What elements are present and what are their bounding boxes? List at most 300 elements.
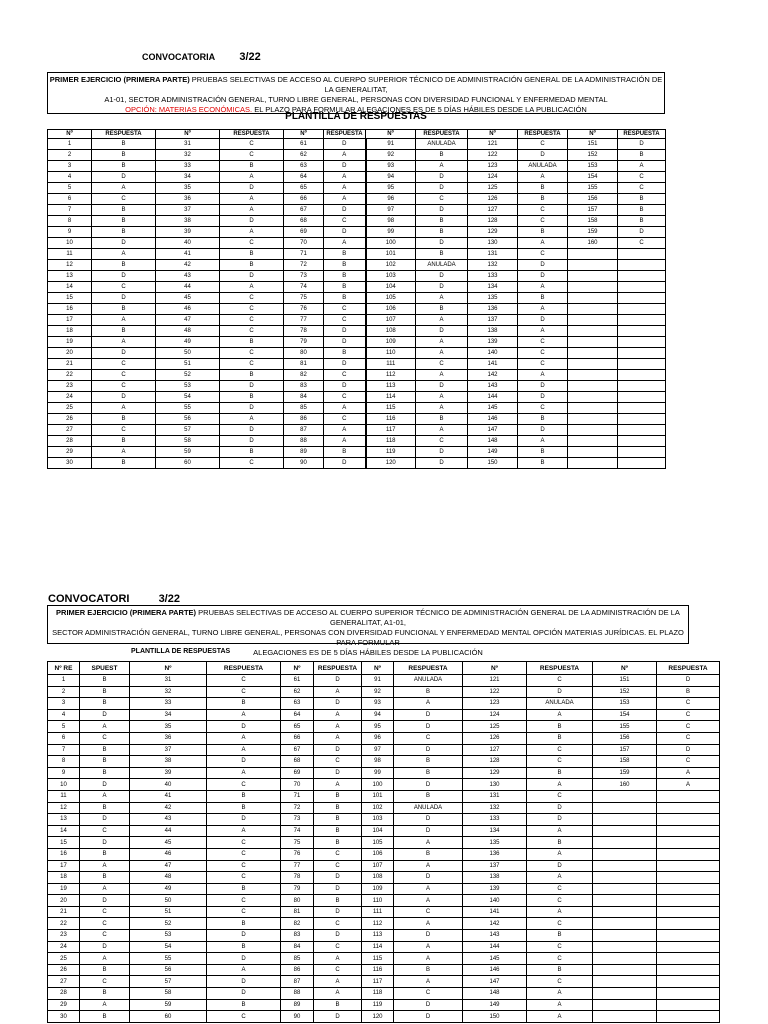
answer-cell (657, 953, 720, 965)
question-number-cell: 103 (366, 271, 416, 282)
question-number-cell: 101 (366, 249, 416, 260)
question-number-cell: 150 (463, 1011, 527, 1023)
answer-cell: A (518, 238, 568, 249)
question-number-cell: 146 (468, 414, 518, 425)
question-number-cell: 89 (284, 447, 324, 458)
answer-cell: C (657, 721, 720, 733)
answer-cell: D (80, 709, 130, 721)
column-header: RESPUESTA (314, 662, 362, 675)
answer-cell: B (394, 686, 463, 698)
question-number-cell: 100 (362, 779, 394, 791)
answer-cell: ANULADA (394, 675, 463, 687)
answer-cell: C (657, 732, 720, 744)
answer-cell: D (220, 425, 284, 436)
convocatoria-number: 3/22 (158, 593, 180, 605)
answer-cell: D (416, 183, 468, 194)
answer-cell: B (92, 304, 156, 315)
question-number-cell (593, 825, 657, 837)
question-number-cell: 57 (156, 425, 220, 436)
answer-cell: B (80, 988, 130, 1000)
question-number-cell: 32 (130, 686, 207, 698)
answer-cell: D (324, 359, 366, 370)
question-number-cell: 158 (593, 756, 657, 768)
question-number-cell: 17 (48, 860, 80, 872)
answer-cell: D (80, 779, 130, 791)
question-number-cell: 12 (48, 802, 80, 814)
question-number-cell: 134 (463, 825, 527, 837)
question-number-cell: 49 (130, 883, 207, 895)
column-header: Nº (48, 130, 92, 139)
question-number-cell: 129 (463, 767, 527, 779)
table-row (48, 238, 666, 249)
exam-header-1 (47, 72, 665, 114)
question-number-cell: 152 (593, 686, 657, 698)
question-number-cell: 133 (463, 814, 527, 826)
answer-cell: A (518, 282, 568, 293)
answer-cell: C (618, 183, 666, 194)
question-number-cell (568, 370, 618, 381)
answer-cell: B (207, 698, 281, 710)
table-row (48, 895, 720, 907)
answer-cell: B (416, 304, 468, 315)
question-number-cell: 131 (463, 790, 527, 802)
answer-cell: C (324, 414, 366, 425)
question-number-cell: 14 (48, 282, 92, 293)
question-number-cell (568, 271, 618, 282)
question-number-cell: 152 (568, 150, 618, 161)
answer-cell: C (527, 953, 593, 965)
answer-cell: C (527, 790, 593, 802)
answer-cell: D (80, 941, 130, 953)
question-number-cell: 65 (281, 721, 314, 733)
answer-cell: A (527, 825, 593, 837)
answer-cell: B (518, 293, 568, 304)
question-number-cell: 17 (48, 315, 92, 326)
question-number-cell: 72 (284, 260, 324, 271)
answer-cell (618, 304, 666, 315)
question-number-cell: 74 (281, 825, 314, 837)
answer-cell: B (518, 183, 568, 194)
question-number-cell (593, 790, 657, 802)
question-number-cell: 92 (366, 150, 416, 161)
answer-cell: C (92, 425, 156, 436)
answer-cell: B (80, 848, 130, 860)
question-number-cell: 123 (468, 161, 518, 172)
answer-cell: A (527, 779, 593, 791)
question-number-cell: 95 (362, 721, 394, 733)
answer-cell: C (80, 732, 130, 744)
answer-cell: A (416, 337, 468, 348)
question-number-cell (568, 337, 618, 348)
question-number-cell (568, 304, 618, 315)
answer-cell: D (416, 326, 468, 337)
question-number-cell: 77 (281, 860, 314, 872)
answer-cell: B (416, 216, 468, 227)
answer-cell: D (394, 779, 463, 791)
answer-cell: A (80, 999, 130, 1011)
question-number-cell: 22 (48, 370, 92, 381)
question-number-cell (593, 988, 657, 1000)
answer-cell: B (518, 414, 568, 425)
answer-cell: A (394, 976, 463, 988)
answer-cell (618, 403, 666, 414)
answer-cell: D (314, 767, 362, 779)
answer-cell: D (324, 337, 366, 348)
table-row (48, 941, 720, 953)
answer-cell: C (527, 941, 593, 953)
table-row (48, 436, 666, 447)
question-number-cell: 70 (281, 779, 314, 791)
answer-cell: A (207, 825, 281, 837)
question-number-cell: 51 (156, 359, 220, 370)
header-line-2: A1-01, SECTOR ADMINISTRACIÓN GENERAL, TURNO LIBRE GENERAL, PERSONAS CON DIVERSIDAD FUNCIONAL Y ENFERMEDAD MENTAL (104, 95, 608, 104)
answer-cell: ANULADA (518, 161, 568, 172)
answer-cell: D (207, 953, 281, 965)
answer-cell: D (92, 238, 156, 249)
answer-cell: B (518, 458, 568, 469)
answer-cell: A (314, 709, 362, 721)
question-number-cell (568, 414, 618, 425)
table-row (48, 458, 666, 469)
answer-cell: C (80, 976, 130, 988)
column-header: RESPUESTA (618, 130, 666, 139)
question-number-cell (568, 282, 618, 293)
question-number-cell: 113 (366, 381, 416, 392)
answer-cell: D (527, 686, 593, 698)
question-number-cell: 123 (463, 698, 527, 710)
question-number-cell: 155 (593, 721, 657, 733)
question-number-cell: 9 (48, 767, 80, 779)
question-number-cell: 49 (156, 337, 220, 348)
question-number-cell: 154 (568, 172, 618, 183)
question-number-cell: 47 (130, 860, 207, 872)
answer-cell: A (80, 721, 130, 733)
answer-cell: D (618, 227, 666, 238)
answer-cell: B (92, 227, 156, 238)
table-row (48, 282, 666, 293)
answer-cell (657, 976, 720, 988)
answer-cell: B (207, 802, 281, 814)
answer-cell: D (394, 825, 463, 837)
question-number-cell: 75 (281, 837, 314, 849)
answer-cell: D (518, 315, 568, 326)
answer-cell: D (92, 271, 156, 282)
question-number-cell (568, 315, 618, 326)
answer-cell: B (618, 150, 666, 161)
answer-cell: A (394, 698, 463, 710)
question-number-cell: 43 (156, 271, 220, 282)
answer-cell: A (92, 249, 156, 260)
question-number-cell: 67 (281, 744, 314, 756)
convocatoria-title-1 (142, 51, 261, 63)
convocatoria-number: 3/22 (239, 51, 261, 63)
question-number-cell: 111 (362, 906, 394, 918)
question-number-cell: 143 (463, 930, 527, 942)
question-number-cell: 67 (284, 205, 324, 216)
answer-cell: A (324, 425, 366, 436)
answer-cell: B (324, 447, 366, 458)
table-row (48, 337, 666, 348)
question-number-cell: 102 (366, 260, 416, 271)
question-number-cell: 109 (362, 883, 394, 895)
answer-cell: C (416, 436, 468, 447)
table-row (48, 1011, 720, 1023)
answer-cell: C (92, 194, 156, 205)
answer-cell: C (618, 238, 666, 249)
question-number-cell: 19 (48, 337, 92, 348)
question-number-cell: 93 (366, 161, 416, 172)
answer-cell: C (324, 216, 366, 227)
question-number-cell: 88 (281, 988, 314, 1000)
question-number-cell: 105 (362, 837, 394, 849)
question-number-cell: 18 (48, 872, 80, 884)
answer-cell: C (207, 779, 281, 791)
question-number-cell (568, 381, 618, 392)
answer-cell: ANULADA (394, 802, 463, 814)
answer-cell: A (324, 183, 366, 194)
plantilla-title-2: PLANTILLA DE RESPUESTAS (131, 648, 231, 655)
answers-table-2 (47, 661, 720, 1023)
answer-cell: B (314, 837, 362, 849)
answer-cell: C (220, 458, 284, 469)
table-row (48, 359, 666, 370)
answer-cell: C (527, 895, 593, 907)
question-number-cell: 10 (48, 238, 92, 249)
header-line-3: EL PLAZO PARA FORMULAR ALEGACIONES ES DE 5 DÍAS HÁBILES DESDE LA PUBLICACIÓN (252, 105, 587, 114)
answer-cell: C (220, 315, 284, 326)
answer-cell: D (80, 837, 130, 849)
question-number-cell: 77 (284, 315, 324, 326)
answer-cell: B (92, 260, 156, 271)
question-number-cell: 33 (130, 698, 207, 710)
question-number-cell: 156 (593, 732, 657, 744)
table-row (48, 756, 720, 768)
question-number-cell: 119 (362, 999, 394, 1011)
answer-cell: C (314, 964, 362, 976)
question-number-cell: 56 (130, 964, 207, 976)
answer-cell: D (416, 271, 468, 282)
answer-cell: B (518, 447, 568, 458)
answer-cell: B (394, 790, 463, 802)
question-number-cell: 124 (468, 172, 518, 183)
answer-cell: B (80, 744, 130, 756)
question-number-cell (593, 802, 657, 814)
answer-cell: C (92, 359, 156, 370)
answer-cell: A (416, 161, 468, 172)
table-row (48, 814, 720, 826)
answer-cell (657, 790, 720, 802)
answer-cell: A (314, 779, 362, 791)
answer-cell: A (527, 999, 593, 1011)
table-row (48, 988, 720, 1000)
table-row (48, 216, 666, 227)
answer-cell: B (92, 436, 156, 447)
answer-cell (657, 895, 720, 907)
answer-cell: C (518, 359, 568, 370)
convocatoria-label: CONVOCATORIA (142, 52, 215, 62)
table-row (48, 139, 666, 150)
question-number-cell: 81 (281, 906, 314, 918)
question-number-cell: 71 (284, 249, 324, 260)
answer-cell: D (314, 675, 362, 687)
question-number-cell: 38 (130, 756, 207, 768)
answer-cell: D (394, 709, 463, 721)
answer-cell: A (220, 414, 284, 425)
table-row (48, 848, 720, 860)
answer-cell: A (324, 238, 366, 249)
answer-cell: D (207, 814, 281, 826)
question-number-cell: 106 (362, 848, 394, 860)
answer-cell: D (518, 271, 568, 282)
answer-cell: A (416, 392, 468, 403)
question-number-cell: 151 (568, 139, 618, 150)
table-row (48, 675, 720, 687)
answer-cell (657, 883, 720, 895)
answer-cell: D (92, 348, 156, 359)
answer-cell: D (394, 1011, 463, 1023)
question-number-cell: 133 (468, 271, 518, 282)
answer-cell: B (314, 802, 362, 814)
question-number-cell: 104 (362, 825, 394, 837)
question-number-cell: 143 (468, 381, 518, 392)
answer-cell: A (518, 304, 568, 315)
answer-cell: A (314, 686, 362, 698)
question-number-cell: 21 (48, 359, 92, 370)
question-number-cell: 7 (48, 205, 92, 216)
answer-cell: B (527, 930, 593, 942)
question-number-cell (568, 293, 618, 304)
question-number-cell: 138 (468, 326, 518, 337)
question-number-cell (593, 906, 657, 918)
answer-cell (657, 964, 720, 976)
question-number-cell: 34 (130, 709, 207, 721)
question-number-cell: 141 (468, 359, 518, 370)
question-number-cell (593, 999, 657, 1011)
answer-cell: A (518, 172, 568, 183)
question-number-cell: 86 (281, 964, 314, 976)
question-number-cell: 60 (156, 458, 220, 469)
answer-cell: A (394, 918, 463, 930)
question-number-cell: 85 (284, 403, 324, 414)
table-row (48, 744, 720, 756)
question-number-cell: 26 (48, 964, 80, 976)
answer-cell: C (314, 860, 362, 872)
answer-cell: A (220, 282, 284, 293)
table-row (48, 326, 666, 337)
question-number-cell: 69 (281, 767, 314, 779)
question-number-cell: 137 (468, 315, 518, 326)
answer-cell: B (657, 686, 720, 698)
answer-cell: A (92, 183, 156, 194)
question-number-cell: 20 (48, 895, 80, 907)
answer-cell: B (527, 964, 593, 976)
question-number-cell: 48 (130, 872, 207, 884)
answer-cell: B (314, 999, 362, 1011)
question-number-cell: 31 (156, 139, 220, 150)
answer-cell: C (518, 139, 568, 150)
answer-cell: A (416, 403, 468, 414)
answer-cell: B (92, 161, 156, 172)
question-number-cell: 12 (48, 260, 92, 271)
answer-cell: B (80, 1011, 130, 1023)
answer-cell: C (314, 941, 362, 953)
question-number-cell (568, 359, 618, 370)
question-number-cell: 41 (130, 790, 207, 802)
header-bold: PRIMER EJERCICIO (PRIMERA PARTE) (49, 75, 190, 84)
answer-cell: C (324, 304, 366, 315)
answer-cell: A (314, 988, 362, 1000)
answer-cell: A (92, 403, 156, 414)
column-header: RESPUESTA (527, 662, 593, 675)
answer-cell: D (527, 860, 593, 872)
question-number-cell: 97 (366, 205, 416, 216)
question-number-cell: 76 (281, 848, 314, 860)
question-number-cell: 68 (281, 756, 314, 768)
question-number-cell: 60 (130, 1011, 207, 1023)
answer-cell: C (220, 139, 284, 150)
column-header: Nº (284, 130, 324, 139)
answer-cell: D (394, 872, 463, 884)
question-number-cell: 79 (281, 883, 314, 895)
question-number-cell: 116 (362, 964, 394, 976)
question-number-cell: 118 (366, 436, 416, 447)
answer-cell: A (518, 370, 568, 381)
question-number-cell: 89 (281, 999, 314, 1011)
table-row (48, 802, 720, 814)
answer-cell: A (394, 837, 463, 849)
answer-cell: C (207, 675, 281, 687)
question-number-cell: 103 (362, 814, 394, 826)
answer-cell: A (220, 227, 284, 238)
answer-cell: B (394, 756, 463, 768)
question-number-cell: 109 (366, 337, 416, 348)
answer-cell (618, 359, 666, 370)
question-number-cell: 66 (284, 194, 324, 205)
answer-cell: B (220, 392, 284, 403)
table-row (48, 447, 666, 458)
question-number-cell: 32 (156, 150, 220, 161)
answer-cell: B (314, 814, 362, 826)
table-row (48, 964, 720, 976)
answer-cell: C (518, 403, 568, 414)
question-number-cell (568, 348, 618, 359)
question-number-cell: 91 (366, 139, 416, 150)
answer-cell: C (314, 918, 362, 930)
answer-cell: B (80, 675, 130, 687)
answer-cell: B (220, 447, 284, 458)
answer-cell: C (394, 906, 463, 918)
answer-cell: B (92, 326, 156, 337)
answer-cell: D (314, 906, 362, 918)
question-number-cell: 145 (468, 403, 518, 414)
question-number-cell: 36 (130, 732, 207, 744)
question-number-cell: 107 (362, 860, 394, 872)
question-number-cell: 144 (468, 392, 518, 403)
question-number-cell: 112 (366, 370, 416, 381)
question-number-cell: 13 (48, 271, 92, 282)
answer-cell: D (657, 744, 720, 756)
question-number-cell: 66 (281, 732, 314, 744)
answer-cell: D (324, 139, 366, 150)
answer-cell: B (80, 756, 130, 768)
answer-cell: B (220, 337, 284, 348)
answer-cell: D (518, 425, 568, 436)
question-number-cell: 116 (366, 414, 416, 425)
question-number-cell: 59 (130, 999, 207, 1011)
answer-cell: C (394, 988, 463, 1000)
question-number-cell (593, 1011, 657, 1023)
answer-cell: C (618, 172, 666, 183)
